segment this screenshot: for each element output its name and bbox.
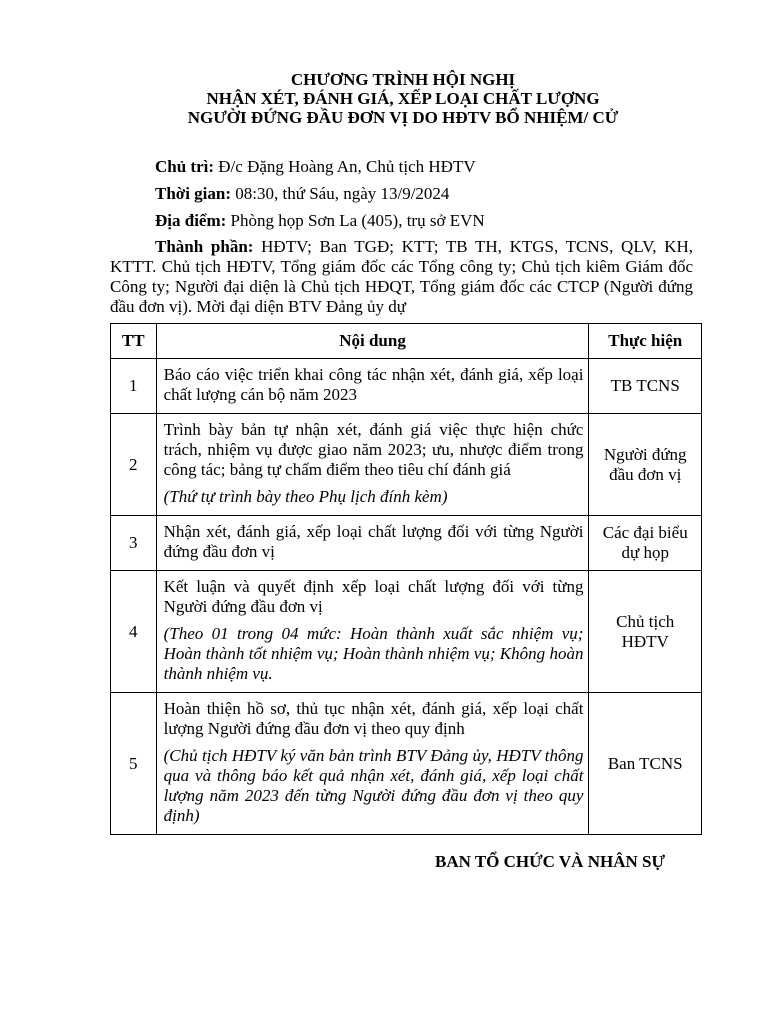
table-row: [111, 359, 702, 414]
location-line: [155, 211, 485, 231]
row-content: [156, 693, 589, 835]
title-line-3: NGƯỜI ĐỨNG ĐẦU ĐƠN VỊ DO HĐTV BỔ NHIỆM/ CỬ: [187, 108, 619, 127]
row-content-text: Nhận xét, đánh giá, xếp loại chất lượng đối với từng Người đứng đầu đơn vị: [163, 522, 584, 561]
row-number: 1: [111, 359, 157, 414]
location-label: Địa điểm:: [155, 211, 227, 230]
chair-line: [155, 157, 476, 177]
time-label: Thời gian:: [155, 184, 232, 203]
row-content-note: (Theo 01 trong 04 mức: Hoàn thành xuất sắc nhiệm vụ; Hoàn thành tốt nhiệm vụ; Hoàn thành nhiệm vụ; Không hoàn thành nhiệm vụ.: [163, 624, 584, 683]
title-line-1: CHƯƠNG TRÌNH HỘI NGHỊ: [290, 70, 516, 89]
row-executor: Ban TCNS: [589, 693, 702, 835]
row-executor: Người đứng đầu đơn vị: [589, 414, 702, 516]
time-value: 08:30, thứ Sáu, ngày 13/9/2024: [231, 184, 450, 203]
row-content: [156, 516, 589, 571]
row-number: 2: [111, 414, 157, 516]
chair-label: Chủ trì:: [155, 157, 215, 176]
row-executor: Các đại biểu dự họp: [589, 516, 702, 571]
signature-block: BAN TỔ CHỨC VÀ NHÂN SỰ: [435, 852, 665, 871]
row-content: [156, 571, 589, 693]
row-number: 3: [111, 516, 157, 571]
agenda-table: [110, 323, 702, 835]
chair-value: Đ/c Đặng Hoàng An, Chủ tịch HĐTV: [214, 157, 476, 176]
row-content-text: Báo cáo việc triển khai công tác nhận xét, đánh giá, xếp loại chất lượng cán bộ năm 2023: [163, 365, 584, 404]
table-row: [111, 414, 702, 516]
composition-value: HĐTV; Ban TGĐ; KTT; TB TH, KTGS, TCNS, QLV, KH, KTTT. Chủ tịch HĐTV, Tổng giám đốc các Tổng công ty; Chủ tịch kiêm Giám đốc Công ty; Người đại diện là Chủ tịch HĐQT, Tổng giám đốc các CTCP (Người đứng đầu đơn vị). Mời đại diện BTV Đảng ủy dự: [110, 237, 693, 316]
composition-label: Thành phần:: [155, 237, 254, 256]
row-executor: Chủ tịch HĐTV: [589, 571, 702, 693]
table-row: [111, 693, 702, 835]
composition-paragraph: [110, 237, 693, 317]
header-executor: Thực hiện: [589, 324, 702, 359]
row-content: [156, 359, 589, 414]
row-number: 5: [111, 693, 157, 835]
table-row: [111, 516, 702, 571]
row-content-note: (Chủ tịch HĐTV ký văn bản trình BTV Đảng ủy, HĐTV thông qua và thông báo kết quả nhận xét, đánh giá, xếp loại chất lượng năm 2023 đến từng Người đứng đầu đơn vị theo quy định): [163, 746, 584, 825]
header-tt: TT: [111, 324, 157, 359]
header-content: Nội dung: [156, 324, 589, 359]
table-row: [111, 571, 702, 693]
row-number: 4: [111, 571, 157, 693]
time-line: [155, 184, 449, 204]
title-line-2: NHẬN XÉT, ĐÁNH GIÁ, XẾP LOẠI CHẤT LƯỢNG: [206, 89, 600, 108]
table-header-row: [111, 324, 702, 359]
location-value: Phòng họp Sơn La (405), trụ sở EVN: [226, 211, 485, 230]
row-content: [156, 414, 589, 516]
row-executor: TB TCNS: [589, 359, 702, 414]
row-content-text: Trình bày bản tự nhận xét, đánh giá việc thực hiện chức trách, nhiệm vụ được giao năm 2023; ưu, nhược điểm trong công tác; bảng tự chấm điểm theo tiêu chí đánh giá: [163, 420, 584, 479]
row-content-note: (Thứ tự trình bày theo Phụ lịch đính kèm): [163, 487, 448, 506]
row-content-text: Hoàn thiện hồ sơ, thủ tục nhận xét, đánh giá, xếp loại chất lượng Người đứng đầu đơn vị theo quy định: [163, 699, 584, 738]
row-content-text: Kết luận và quyết định xếp loại chất lượng đối với từng Người đứng đầu đơn vị: [163, 577, 584, 616]
